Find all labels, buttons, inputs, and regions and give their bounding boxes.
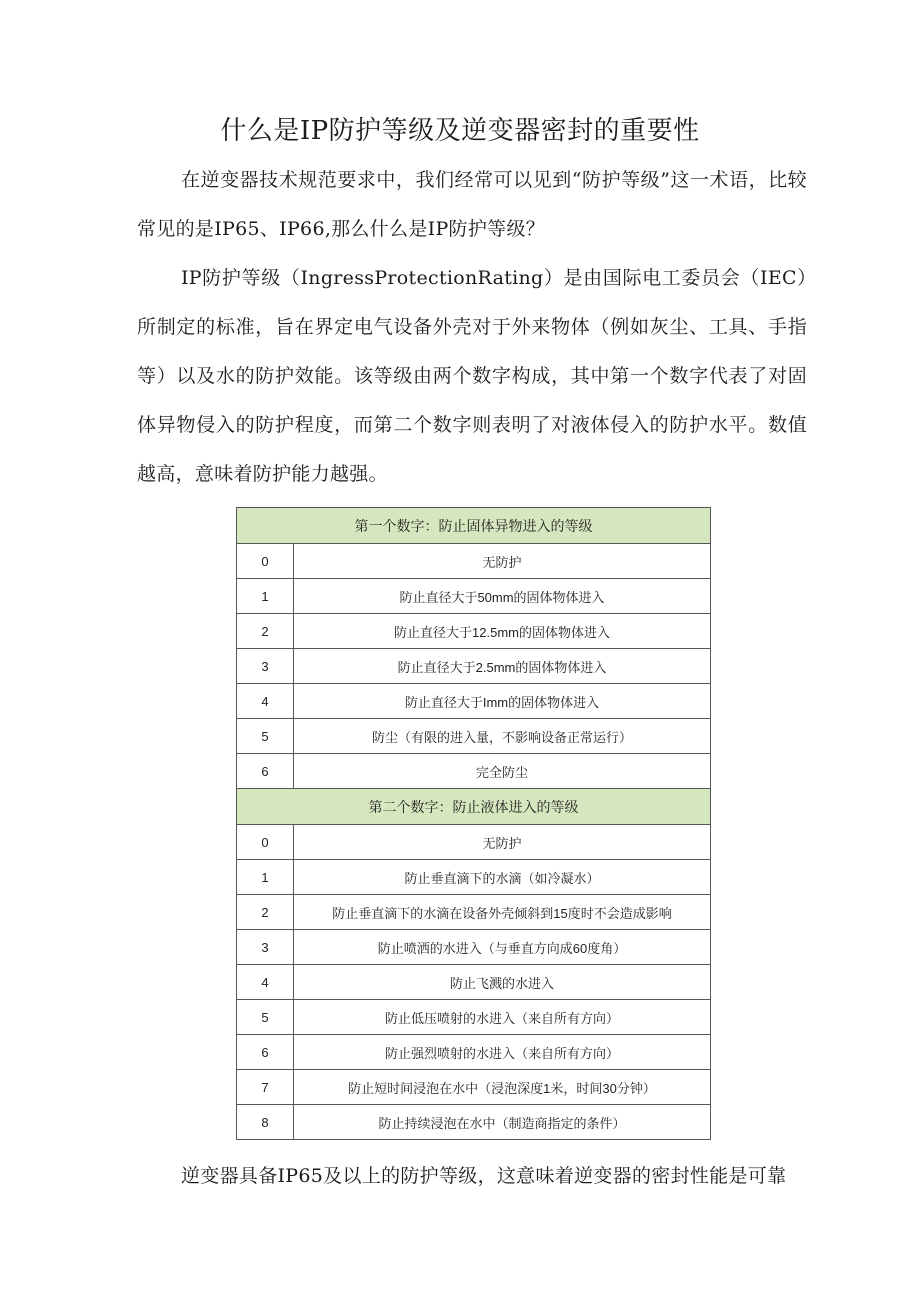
table-row: [237, 965, 711, 1000]
level-cell: 1: [237, 860, 294, 895]
level-cell: 0: [237, 825, 294, 860]
table-row: [237, 649, 711, 684]
table-row: [237, 895, 711, 930]
page-title: 什么是IP防护等级及逆变器密封的重要性: [220, 116, 700, 146]
level-cell: 5: [237, 719, 294, 754]
table-row: [237, 719, 711, 754]
description-cell: 防止直径大于Imm的固体物体进入: [294, 684, 711, 719]
level-cell: 8: [237, 1105, 294, 1140]
table-row: [237, 825, 711, 860]
intro-paragraph: 在逆变器技术规范要求中，我们经常可以见到“防护等级”这一术语，比较常见的是IP65、IP66,那么什么是IP防护等级？: [137, 169, 807, 240]
table-row: [237, 754, 711, 789]
description-cell: 防止直径大于12.5mm的固体物体进入: [294, 614, 711, 649]
table-row: [237, 1105, 711, 1140]
ip-definition-paragraph: IP防护等级（IngressProtectionRating）是由国际电工委员会（IEC）所制定的标准，旨在界定电气设备外壳对于外来物体（例如灰尘、工具、手指等）以及水的防护效能。该等级由两个数字构成，其中第一个数字代表了对固体异物侵入的防护程度，而第二个数字则表明了对液体侵入的防护水平。数值越高，意味着防护能力越强。: [137, 267, 807, 485]
table-row: [237, 1035, 711, 1070]
table-row: [237, 1000, 711, 1035]
liquid-header-row: [237, 789, 711, 825]
description-cell: 防止持续浸泡在水中（制造商指定的条件）: [294, 1105, 711, 1140]
level-cell: 3: [237, 930, 294, 965]
level-cell: 4: [237, 965, 294, 1000]
table-row: [237, 860, 711, 895]
level-cell: 7: [237, 1070, 294, 1105]
description-cell: 防止短时间浸泡在水中（浸泡深度1米，时间30分钟）: [294, 1070, 711, 1105]
solid-header-row: [237, 508, 711, 544]
inverter-sealing-paragraph: 逆变器具备IP65及以上的防护等级，这意味着逆变器的密封性能是可靠: [181, 1165, 787, 1187]
table-row: [237, 579, 711, 614]
description-cell: 防止低压喷射的水进入（来自所有方向）: [294, 1000, 711, 1035]
level-cell: 0: [237, 544, 294, 579]
table-row: [237, 1070, 711, 1105]
level-cell: 3: [237, 649, 294, 684]
table-row: [237, 930, 711, 965]
description-cell: 完全防尘: [294, 754, 711, 789]
description-cell: 防止飞溅的水进入: [294, 965, 711, 1000]
level-cell: 4: [237, 684, 294, 719]
description-cell: 防止垂直滴下的水滴（如冷凝水）: [294, 860, 711, 895]
table-row: [237, 544, 711, 579]
solid-header-cell: 第一个数字：防止固体异物进入的等级: [237, 508, 711, 544]
level-cell: 6: [237, 754, 294, 789]
description-cell: 防止直径大于2.5mm的固体物体进入: [294, 649, 711, 684]
description-cell: 防止强烈喷射的水进入（来自所有方向）: [294, 1035, 711, 1070]
level-cell: 2: [237, 614, 294, 649]
description-cell: 防尘（有限的进入量，不影响设备正常运行）: [294, 719, 711, 754]
description-cell: 防止直径大于50mm的固体物体进入: [294, 579, 711, 614]
ip-rating-table: [236, 507, 711, 1140]
table-row: [237, 684, 711, 719]
liquid-header-cell: 第二个数字：防止液体进入的等级: [237, 789, 711, 825]
description-cell: 防止喷洒的水进入（与垂直方向成60度角）: [294, 930, 711, 965]
description-cell: 无防护: [294, 544, 711, 579]
table-row: [237, 614, 711, 649]
description-cell: 防止垂直滴下的水滴在设备外壳倾斜到15度时不会造成影响: [294, 895, 711, 930]
level-cell: 1: [237, 579, 294, 614]
level-cell: 5: [237, 1000, 294, 1035]
description-cell: 无防护: [294, 825, 711, 860]
level-cell: 6: [237, 1035, 294, 1070]
level-cell: 2: [237, 895, 294, 930]
